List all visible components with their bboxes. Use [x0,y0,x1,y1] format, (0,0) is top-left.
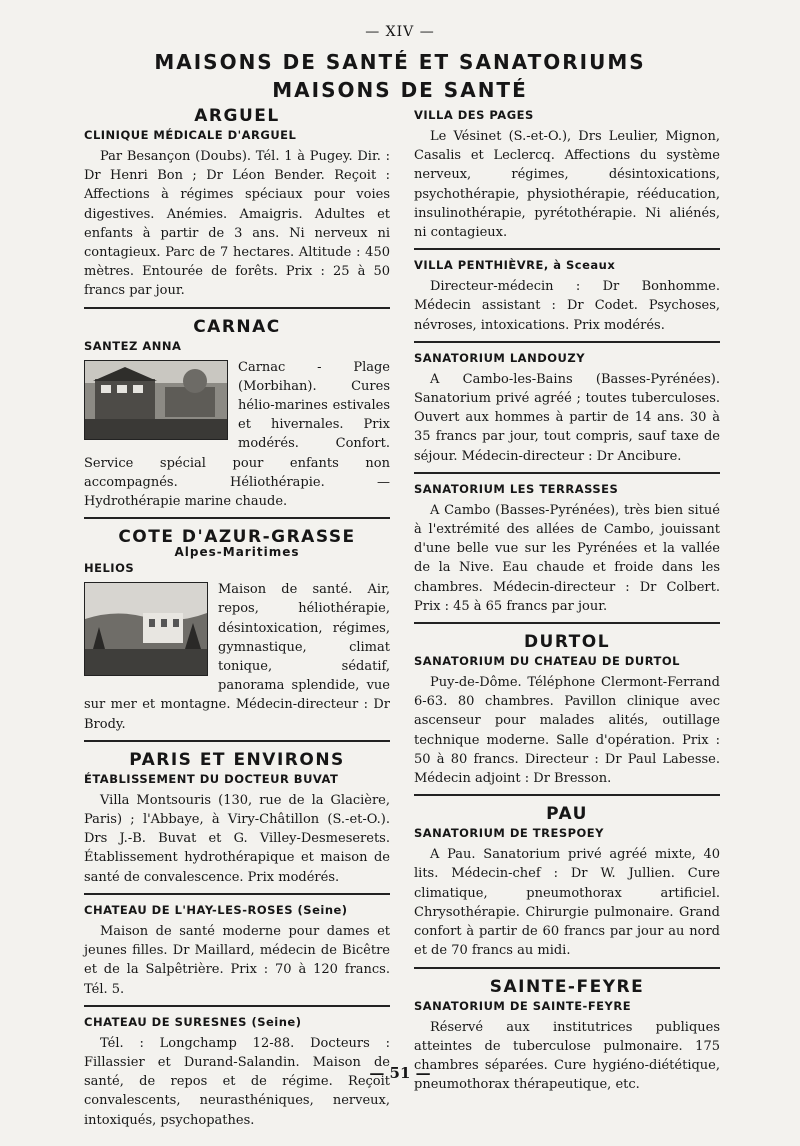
city-heading: DURTOL [523,632,611,653]
entry-durtol [414,632,720,788]
institution-name: CLINIQUE MÉDICALE D'ARGUEL [84,128,297,142]
institution-name: CHATEAU DE SURESNES (Seine) [84,1014,302,1029]
entry-cote-azur [84,527,390,734]
page-roman-number: — XIV — [365,24,435,40]
institution-name: SANATORIUM DU CHATEAU DE DURTOL [414,654,680,669]
entry-text: Carnac - Plage (Morbihan). Cures hélio-marines estivales et hivernales. Prix modérés. Confort. Service spécial pour enfants non accompagnés. Héliothérapie. — Hydrothérapie marine chaude. [84,359,390,510]
entry-pau [414,804,720,960]
entry-text: Maison de santé moderne pour dames et jeunes filles. Dr Maillard, médecin de Bicêtre et de la Salpêtrière. Prix : 70 à 120 francs. Tél. 5. [84,923,390,997]
entry-text: Maison de santé. Air, repos, héliothérapie, désintoxication, régimes, gymnastique, climat tonique, sédatif, panorama splendide, vue sur mer et montagne. Médecin-directeur : Dr Brody. [84,582,390,732]
entry-text: Le Vésinet (S.-et-O.), Drs Leulier, Mignon, Casalis et Leclercq. Affections du système nerveux, régimes, désintoxications, psychothérapie, physiothérapie, rééducation, insulinothérapie, pyrétothérapie. Ni aliénés, ni contagieux. [414,129,720,241]
institution-name: SANATORIUM DE TRESPOEY [414,826,604,841]
entry-text: Tél. : Longchamp 12-88. Docteurs : Fillassier et Durand-Salandin. Maison de santé, de repos et de régime. Reçoit convalescents, neurasthéniques, nerveux, intoxiqués, psychopathes. [84,1035,390,1128]
entry-text: Par Besançon (Doubs). Tél. 1 à Pugey. Dir. : Dr Henri Bon ; Dr Léon Bender. Reçoit : Affections à régimes spéciaux pour voies digestives. Anémies. Amaigris. Adultes et enfants à partir de 3 ans. Ni nerveux ni contagieux. Parc de 7 hectares. Altitude : 450 mètres. Entourée de forêts. Prix : 25 à 50 francs par jour. [84,149,390,299]
divider [84,1005,390,1007]
entry-text: Réservé aux institutrices publiques atteintes de tuberculose pulmonaire. 175 chambres séparées. Cure hygiéno-diététique, pneumothorax thérapeutique, etc. [414,1019,720,1093]
institution-name: SANTEZ ANNA [84,338,182,353]
entry-villa-des-pages [414,108,720,242]
entry-text: A Pau. Sanatorium privé agréé mixte, 40 lits. Médecin-chef : Dr W. Jullien. Cure climatique, pneumothorax artificiel. Chrysothérapie. Chirurgie pulmonaire. Grand confort à partir de 60 francs par jour au nord et de 70 francs au midi. [414,847,720,959]
divider [414,794,720,796]
institution-name: ÉTABLISSEMENT DU DOCTEUR BUVAT [84,771,339,786]
divider [84,893,390,895]
institution-name: SANATORIUM DE SAINTE-FEYRE [414,998,632,1013]
entry-text: A Cambo (Basses-Pyrénées), très bien situé à l'extrémité des allées de Cambo, jouissant d'une belle vue sur les Pyrénées et la vallée de la Nive. Eau chaude et froide dans les chambres. Médecin-directeur : Dr Colbert. Prix : 45 à 65 francs par jour. [414,502,720,614]
institution-name: CHATEAU DE L'HAY-LES-ROSES (Seine) [84,902,348,917]
city-heading: CARNAC [193,316,281,337]
divider [84,517,390,519]
institution-name: SANATORIUM LANDOUZY [414,350,586,365]
divider [414,248,720,250]
institution-name: VILLA DES PAGES [414,108,534,122]
entry-villa-penthievre [414,258,720,335]
right-column [414,106,720,1094]
city-heading: SAINTE-FEYRE [489,976,645,997]
divider [414,967,720,969]
city-heading: COTE D'AZUR-GRASSE [118,527,356,548]
region-heading: Alpes-Maritimes [174,545,300,560]
divider [84,740,390,742]
institution-name: HELIOS [84,561,135,576]
entry-arguel [84,106,390,301]
divider [414,341,720,343]
helios-photo [84,582,208,676]
divider [414,622,720,624]
entry-text: Puy-de-Dôme. Téléphone Clermont-Ferrand 6-63. 80 chambres. Pavillon clinique avec ascenseur pour malades alités, outillage technique moderne. Salle d'opération. Prix : 50 à 80 francs. Directeur : Dr Paul Labesse. Médecin adjoint : Dr Bresson. [414,675,720,787]
institution-name: VILLA PENTHIÈVRE, à Sceaux [414,258,616,273]
carnac-photo [84,360,228,440]
entry-hay-les-roses [84,903,390,999]
main-title: MAISONS DE SANTÉ ET SANATORIUMS [154,50,646,74]
entry-carnac [84,317,390,512]
divider [84,307,390,309]
entry-text: Directeur-médecin : Dr Bonhomme. Médecin assistant : Dr Codet. Psychoses, névroses, intoxications. Prix modérés. [414,279,720,333]
left-column [84,106,390,1130]
entry-text: A Cambo-les-Bains (Basses-Pyrénées). Sanatorium privé agréé ; toutes tuberculoses. Ouvert aux hommes à partir de 14 ans. 30 à 35 francs par jour, tout compris, sauf taxe de séjour. Médecin-directeur : Dr Ancibure. [414,371,720,464]
city-heading: ARGUEL [194,106,280,126]
page-number: — 51 — [369,1064,431,1082]
entry-paris [84,750,390,887]
divider [414,472,720,474]
city-heading: PARIS ET ENVIRONS [129,749,345,770]
city-heading: PAU [546,804,588,825]
section-title: MAISONS DE SANTÉ [272,78,528,102]
entry-text: Villa Montsouris (130, rue de la Glacière, Paris) ; l'Abbaye, à Viry-Châtillon (S.-et-O.). Drs J.-B. Buvat et G. Villey-Desmeserets. Établissement hydrothérapique et maison de santé de convalescence. Prix modérés. [84,792,390,885]
institution-name: SANATORIUM LES TERRASSES [414,481,619,496]
entry-les-terrasses [414,482,720,616]
entry-landouzy [414,351,720,466]
